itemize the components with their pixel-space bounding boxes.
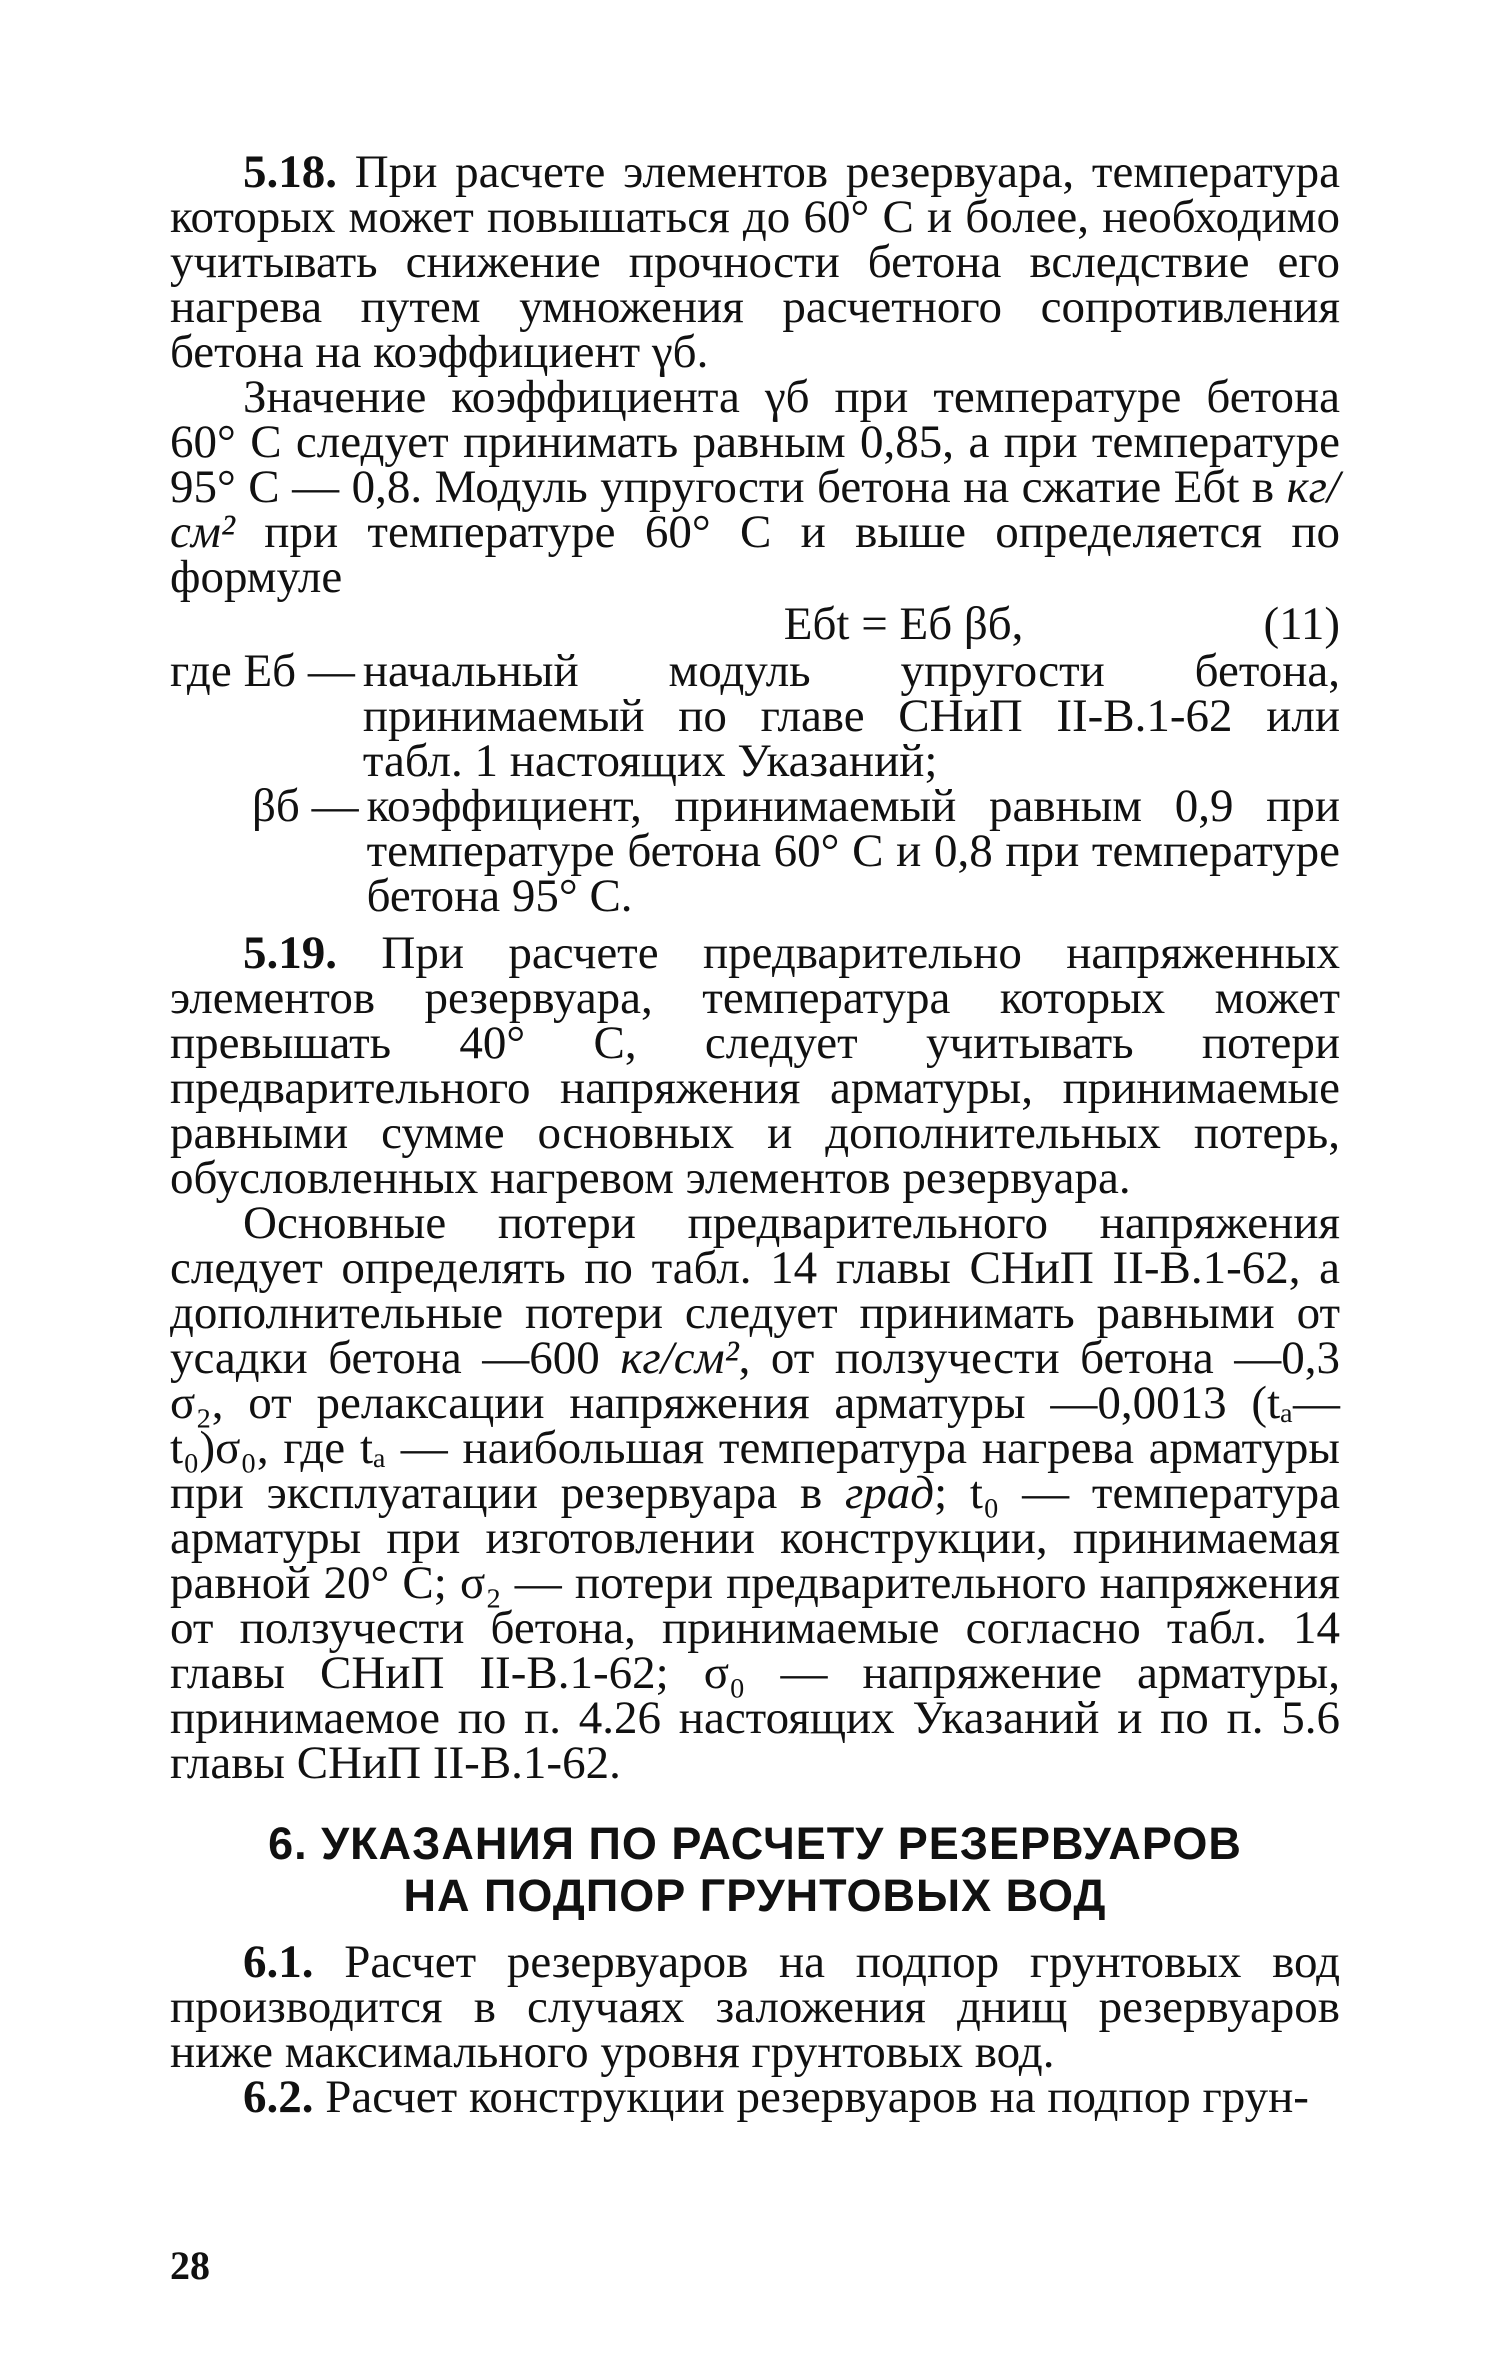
definition-eb [170, 645, 1340, 787]
definition-beta [170, 780, 1340, 922]
paragraph-text: при температуре 60° С и выше определяется по формуле [170, 506, 1340, 603]
paragraph-text: Значение коэффициента γб при температуре бетона 60° С следует принимать равным 0,85, а при температуре 95° С — 0,8. Модуль упругости бетона на сжатие Eбt в [170, 371, 1340, 513]
clause-text: Расчет конструкции резервуаров на подпор грун- [325, 2071, 1309, 2123]
clause-text: Расчет резервуаров на подпор грунтовых вод производится в случаях заложения днищ резервуаров ниже максимального уровня грунтовых вод. [170, 1936, 1340, 2078]
definition-term: βб — [252, 780, 359, 832]
clause-text: При расчете элементов резервуара, температура которых может повышаться до 60° С и более, необходимо учитывать снижение прочности бетона вследствие его нагрева путем умножения расчетного сопротивления бетона на коэффициент γб. [170, 146, 1340, 378]
document-body [170, 146, 1340, 2123]
paragraph-6-1 [170, 1936, 1340, 2078]
clause-text: При расчете предварительно напряженных элементов резервуара, температура которых может превышать 40° С, следует учитывать потери предварительного напряжения арматуры, принимаемые равными сумме основных и дополнительных потерь, обусловленных нагревом элементов резервуара. [170, 927, 1340, 1204]
unit-text: кг/см² [170, 461, 1340, 558]
section-heading-6 [170, 1818, 1340, 1922]
definition-term: где Eб — [170, 645, 355, 697]
paragraph-text: ; t₀ — температура арматуры при изготовлении конструкции, принимаемая равной 20° С; σ₂ — потери предварительного напряжения от ползучести бетона, принимаемые согласно табл. 14 главы СНиП II-B.1-62; σ₀ — напряжение арматуры, принимаемое по п. 4.26 настоящих Указаний и по п. 5.6 главы СНиП II-B.1-62. [170, 1467, 1340, 1789]
definition-text: начальный модуль упругости бетона, принимаемый по главе СНиП II-B.1-62 или табл. 1 настоящих Указаний; [362, 645, 1340, 787]
paragraph-text: Основные потери предварительного напряжения следует определять по табл. 14 главы СНиП II-B.1-62, а дополнительные потери следует принимать равными от усадки бетона —600 [170, 1197, 1340, 1384]
paragraph-6-2 [170, 2071, 1340, 2123]
clause-number: 5.18. [243, 146, 337, 198]
unit-text: кг/см² [620, 1332, 739, 1384]
unit-text: град [844, 1467, 935, 1519]
formula-expression: Eбt = Eб βб, [783, 598, 1024, 650]
page-number: 28 [170, 2243, 210, 2288]
clause-number: 6.1. [243, 1936, 314, 1988]
clause-number: 5.19. [243, 927, 337, 979]
paragraph-text: , от ползучести бетона —0,3 σ₂, от релаксации напряжения арматуры —0,0013 (tₐ—t₀)σ₀, где tₐ — наибольшая температура нагрева арматуры при эксплуатации резервуара в [170, 1332, 1340, 1519]
paragraph-5-19-losses [170, 1197, 1340, 1789]
formula-number: (11) [1263, 598, 1340, 650]
formula-11 [170, 598, 1340, 650]
paragraph-5-19 [170, 927, 1340, 1204]
paragraph-5-18-modulus [170, 371, 1340, 603]
heading-line: 6. УКАЗАНИЯ ПО РАСЧЕТУ РЕЗЕРВУАРОВ [268, 1818, 1242, 1869]
heading-line: НА ПОДПОР ГРУНТОВЫХ ВОД [403, 1870, 1107, 1921]
paragraph-5-18 [170, 146, 1340, 378]
clause-number: 6.2. [243, 2071, 314, 2123]
definition-text: коэффициент, принимаемый равным 0,9 при температуре бетона 60° С и 0,8 при температуре бетона 95° С. [366, 780, 1340, 922]
